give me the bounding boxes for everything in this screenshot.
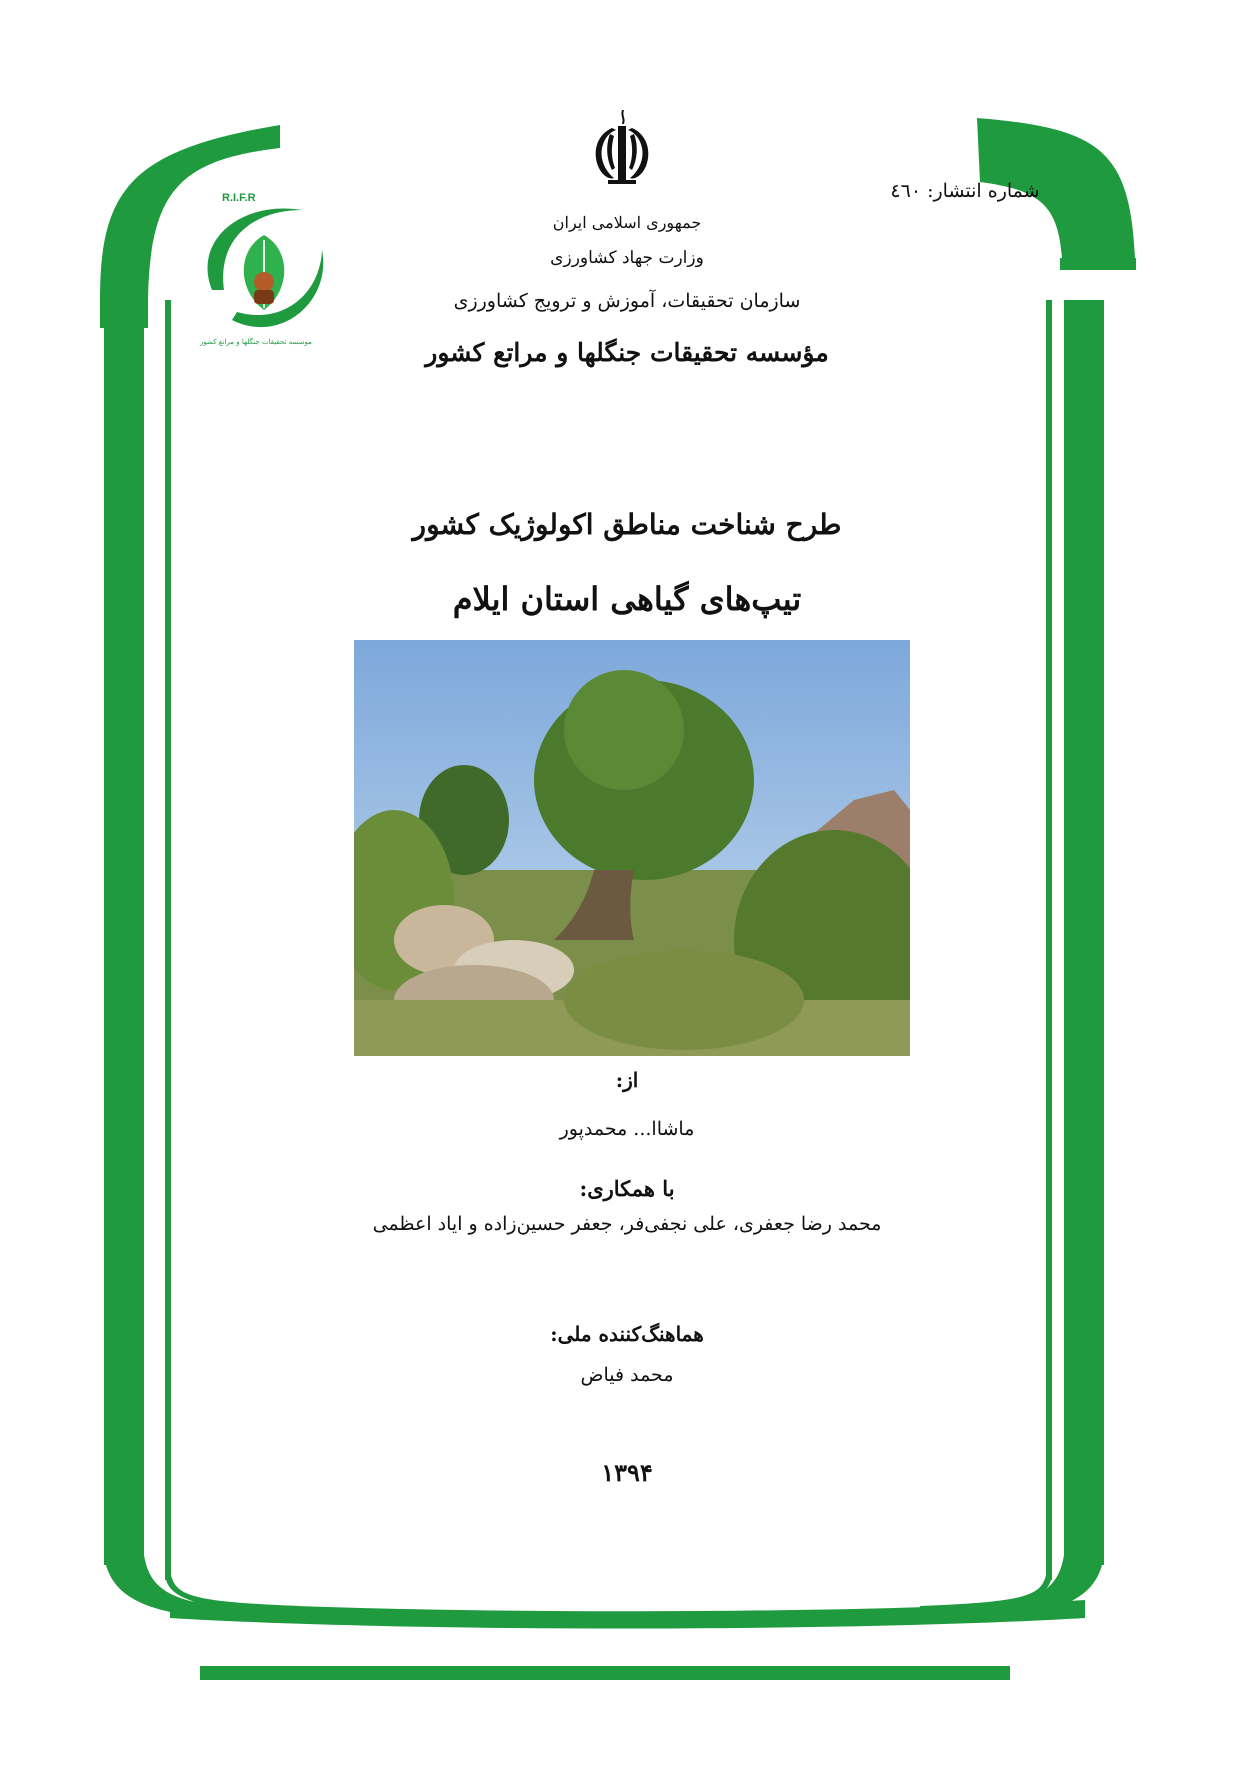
- logo-text-top: R.I.F.R: [222, 192, 256, 204]
- collaborators: محمد رضا جعفری، علی نجفی‌فر، جعفر حسین‌زاده و ایاد اعظمی: [372, 1213, 882, 1235]
- cover-photo-vegetation: [354, 640, 910, 1056]
- coordinator-name: محمد فیاض: [580, 1364, 674, 1386]
- collaboration-label: با همکاری:: [579, 1176, 675, 1201]
- coordinator-label: هماهنگ‌کننده ملی:: [550, 1322, 704, 1346]
- publication-number: شماره انتشار: ٤٦٠: [890, 180, 1040, 202]
- iran-emblem-icon: [580, 106, 664, 190]
- header-line-ministry: وزارت جهاد کشاورزی: [550, 248, 704, 268]
- title-line-1: طرح شناخت مناطق اکولوژیک کشور: [412, 508, 842, 541]
- logo-text-bottom: موسسه تحقیقات جنگلها و مراتع کشور: [200, 338, 312, 346]
- header-line-republic: جمهوری اسلامی ایران: [552, 213, 702, 232]
- rifr-logo: [192, 180, 338, 356]
- title-line-2: تیپ‌های گیاهی استان ایلام: [452, 580, 802, 618]
- by-label: از:: [615, 1068, 639, 1092]
- rifr-logo-icon: [192, 180, 338, 356]
- header-line-organization: سازمان تحقیقات، آموزش و ترویج کشاورزی: [453, 290, 801, 312]
- main-author: ماشاا... محمدپور: [559, 1118, 695, 1140]
- institute-name: مؤسسه تحقیقات جنگلها و مراتع کشور: [425, 338, 829, 367]
- publication-year: ۱۳۹۴: [601, 1458, 653, 1487]
